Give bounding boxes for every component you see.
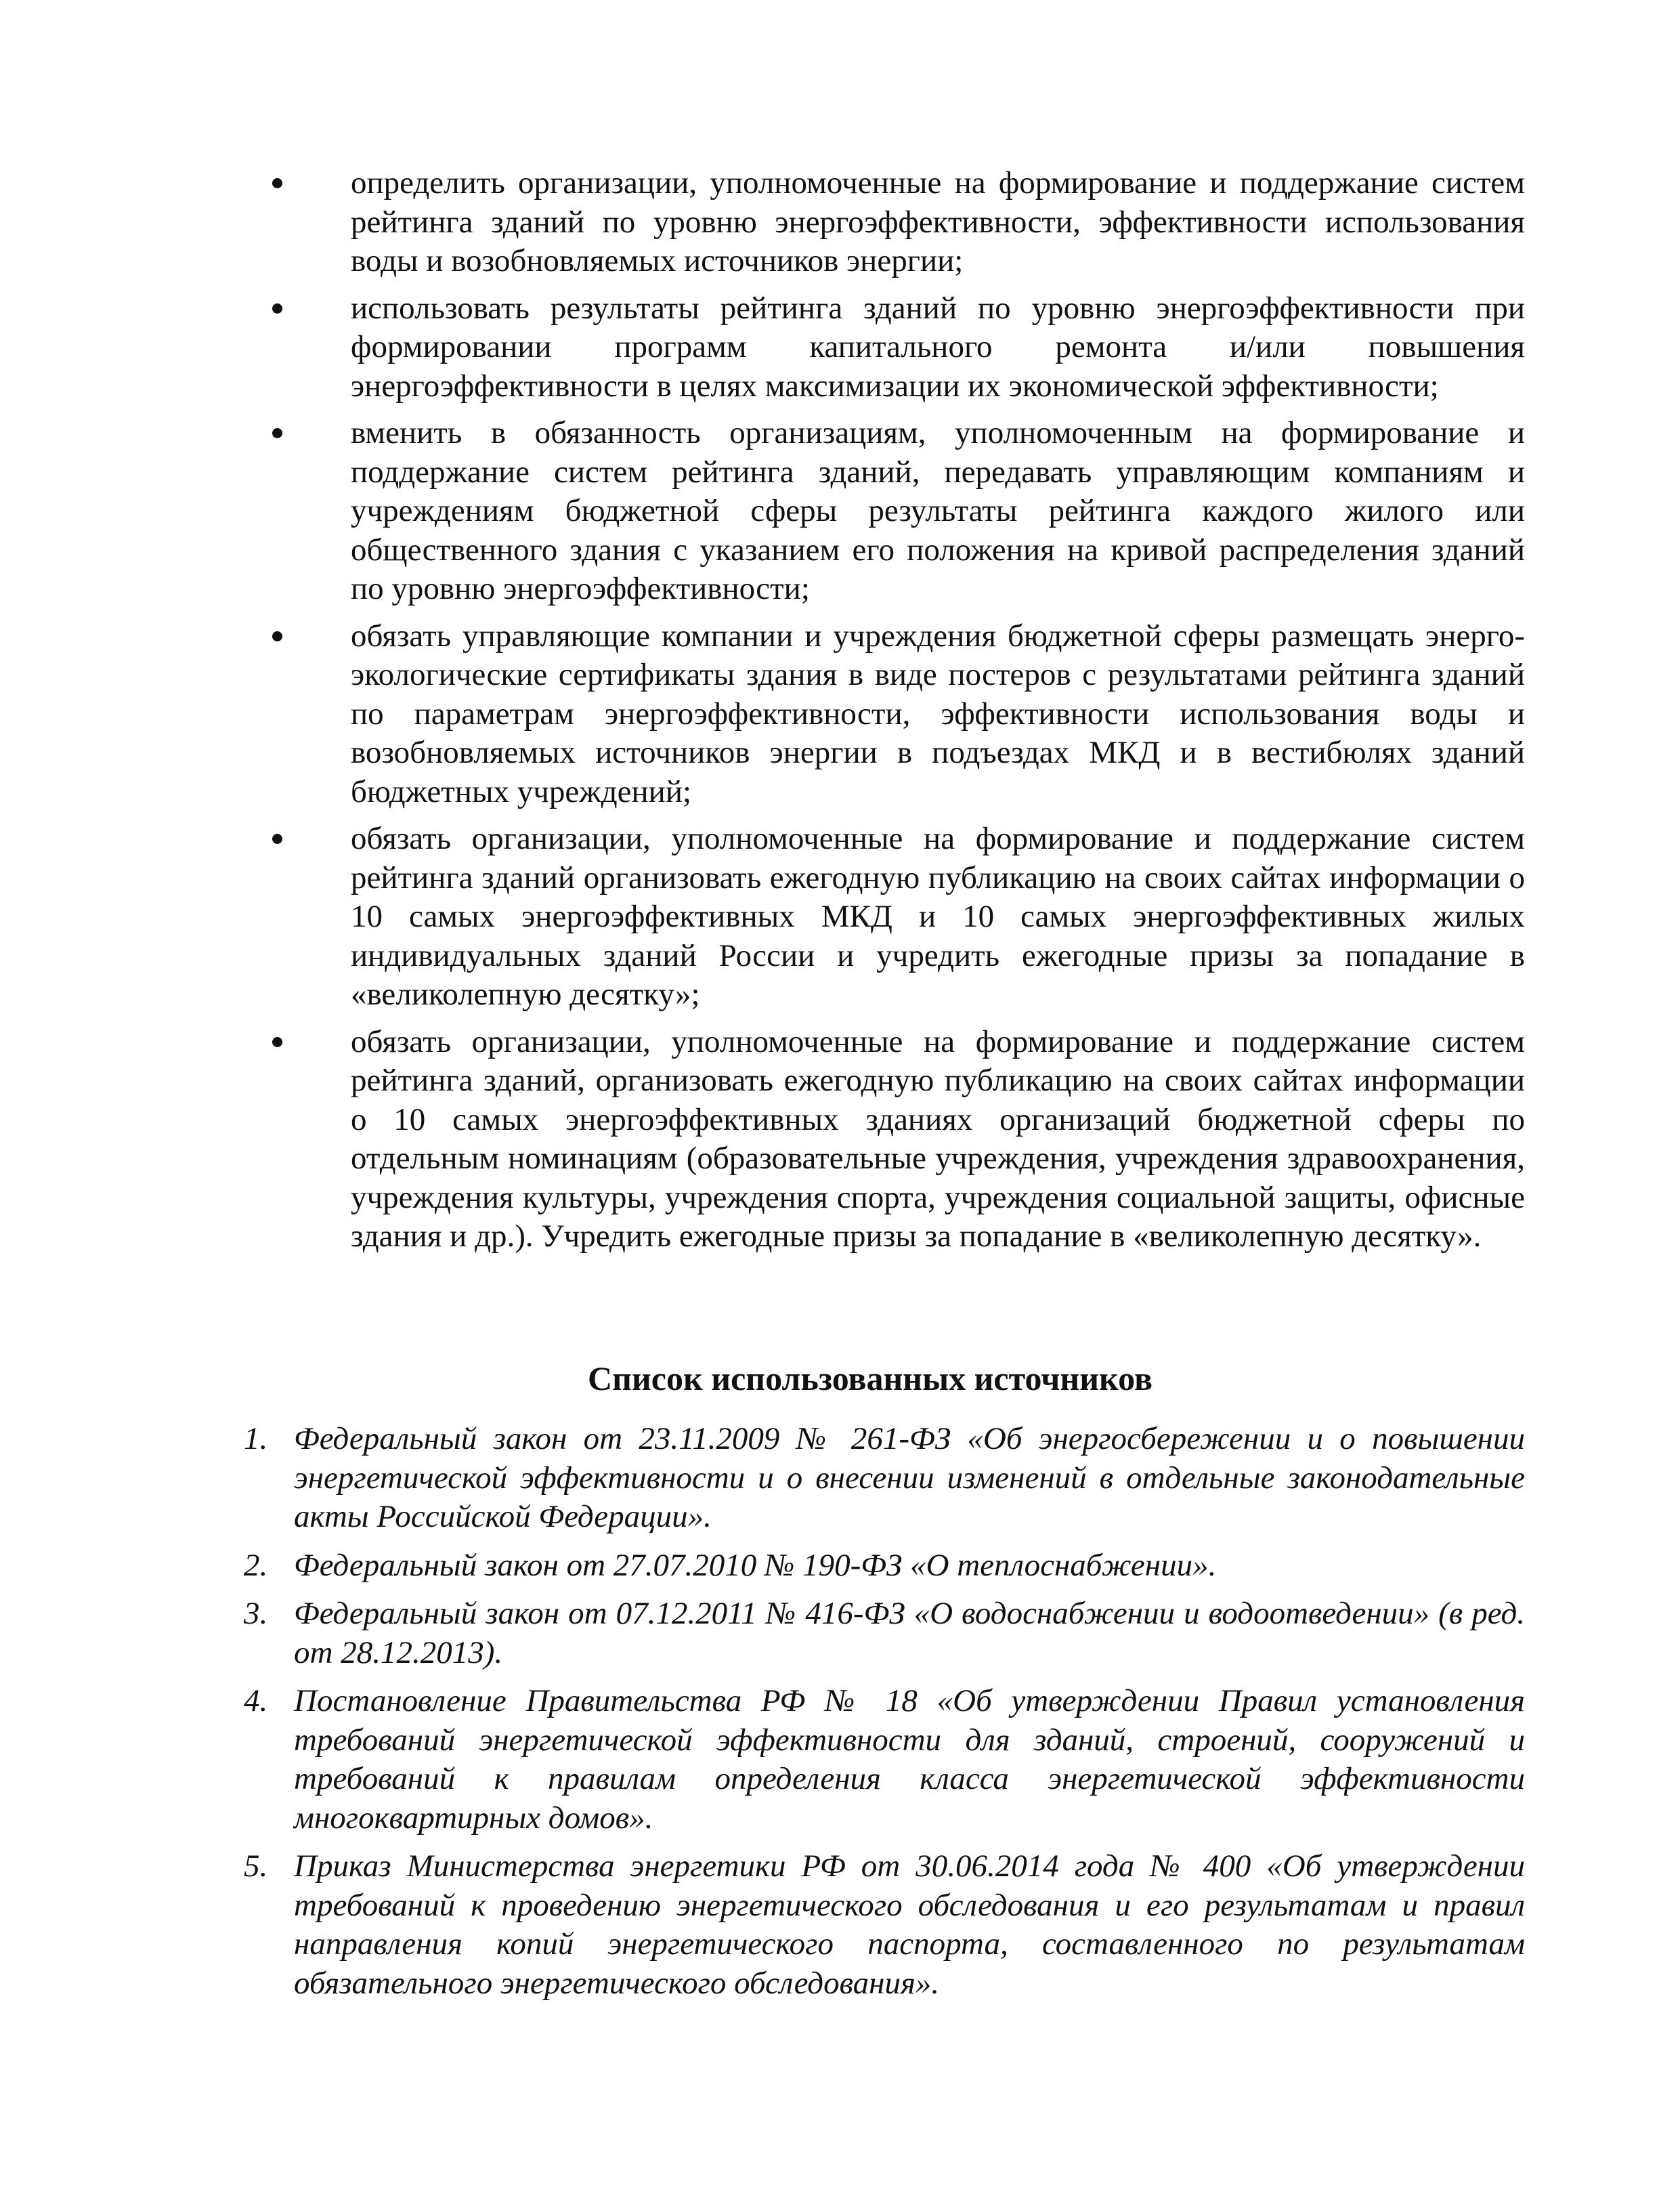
bullet-icon xyxy=(272,428,282,438)
list-item-text: обязать организации, уполномоченные на формирование и поддержание систем рейтинга зданий, организовать ежегодную публикацию на своих сайтах информации о 10 самых энергоэффективных зданиях организаций бюджетной сферы по отдельным номинациям (образовательные учреждения, учреждения здравоохранения, учреждения культуры, учреждения спорта, учреждения социальной защиты, офисные здания и др.). Учредить ежегодные призы за попадание в «великолепную десятку». xyxy=(351,1023,1525,1254)
list-item xyxy=(271,164,1525,281)
source-text: Приказ Министерства энергетики РФ от 30.06.2014 года № 400 «Об утверждении требований к проведению энергетического обследования и его результатам и правил направления копий энергетического паспорта, составленного по результатам обязательного энергетического обследования». xyxy=(294,1848,1525,2001)
list-item-text: обязать управляющие компании и учреждения бюджетной сферы размещать энерго-экологические сертификаты здания в виде постеров с результатами рейтинга зданий по параметрам энергоэффективности, эффективности использования воды и возобновляемых источников энергии в подъездах МКД и в вестибюлях зданий бюджетных учреждений; xyxy=(351,618,1525,809)
sources-heading: Список использованных источников xyxy=(588,1359,1153,1397)
bullet-icon xyxy=(272,303,282,314)
bullet-icon xyxy=(272,1037,282,1047)
recommendations-list xyxy=(271,164,1525,1256)
list-item-text: вменить в обязанность организациям, уполномоченным на формирование и поддержание систем рейтинга зданий, передавать управляющим компаниям и учреждениям бюджетной сферы результаты рейтинга каждого жилого или общественного здания с указанием его положения на кривой распределения зданий по уровню энергоэффективности; xyxy=(351,415,1525,606)
sources-list xyxy=(237,1420,1525,2003)
bullet-icon xyxy=(272,178,282,188)
list-item xyxy=(271,289,1525,406)
source-item xyxy=(237,1594,1525,1672)
source-item xyxy=(237,1682,1525,1838)
source-number: 3. xyxy=(244,1596,268,1631)
list-item xyxy=(271,617,1525,812)
source-text: Федеральный закон от 27.07.2010 № 190-ФЗ «О теплоснабжении». xyxy=(294,1547,1217,1583)
list-item-text: использовать результаты рейтинга зданий по уровню энергоэффективности при формировании программ капитального ремонта и/или повышения энергоэффективности в целях максимизации их экономической эффективности; xyxy=(351,290,1525,404)
list-item-text: определить организации, уполномоченные на формирование и поддержание систем рейтинга зданий по уровню энергоэффективности, эффективности использования воды и возобновляемых источников энергии; xyxy=(351,165,1525,278)
bullet-icon xyxy=(272,631,282,641)
source-number: 2. xyxy=(244,1547,268,1583)
source-number: 4. xyxy=(244,1683,268,1718)
bullet-icon xyxy=(272,834,282,844)
list-item xyxy=(271,1023,1525,1256)
source-item xyxy=(237,1420,1525,1537)
source-item xyxy=(237,1847,1525,2003)
source-number: 1. xyxy=(244,1421,268,1456)
source-text: Федеральный закон от 23.11.2009 № 261-ФЗ «Об энергосбережении и о повышении энергетической эффективности и о внесении изменений в отдельные законодательные акты Российской Федерации». xyxy=(294,1421,1525,1534)
list-item xyxy=(271,414,1525,609)
source-text: Постановление Правительства РФ № 18 «Об утверждении Правил установления требований энергетической эффективности для зданий, строений, сооружений и требований к правилам определения класса энергетической эффективности многоквартирных домов». xyxy=(294,1683,1525,1836)
list-item xyxy=(271,820,1525,1015)
source-item xyxy=(237,1546,1525,1586)
source-text: Федеральный закон от 07.12.2011 № 416-ФЗ «О водоснабжении и водоотведении» (в ред. от 28.12.2013). xyxy=(294,1596,1525,1670)
source-number: 5. xyxy=(244,1848,268,1884)
list-item-text: обязать организации, уполномоченные на формирование и поддержание систем рейтинга зданий организовать ежегодную публикацию на своих сайтах информации о 10 самых энергоэффективных МКД и 10 самых энергоэффективных жилых индивидуальных зданий России и учредить ежегодные призы за попадание в «великолепную десятку»; xyxy=(351,821,1525,1012)
